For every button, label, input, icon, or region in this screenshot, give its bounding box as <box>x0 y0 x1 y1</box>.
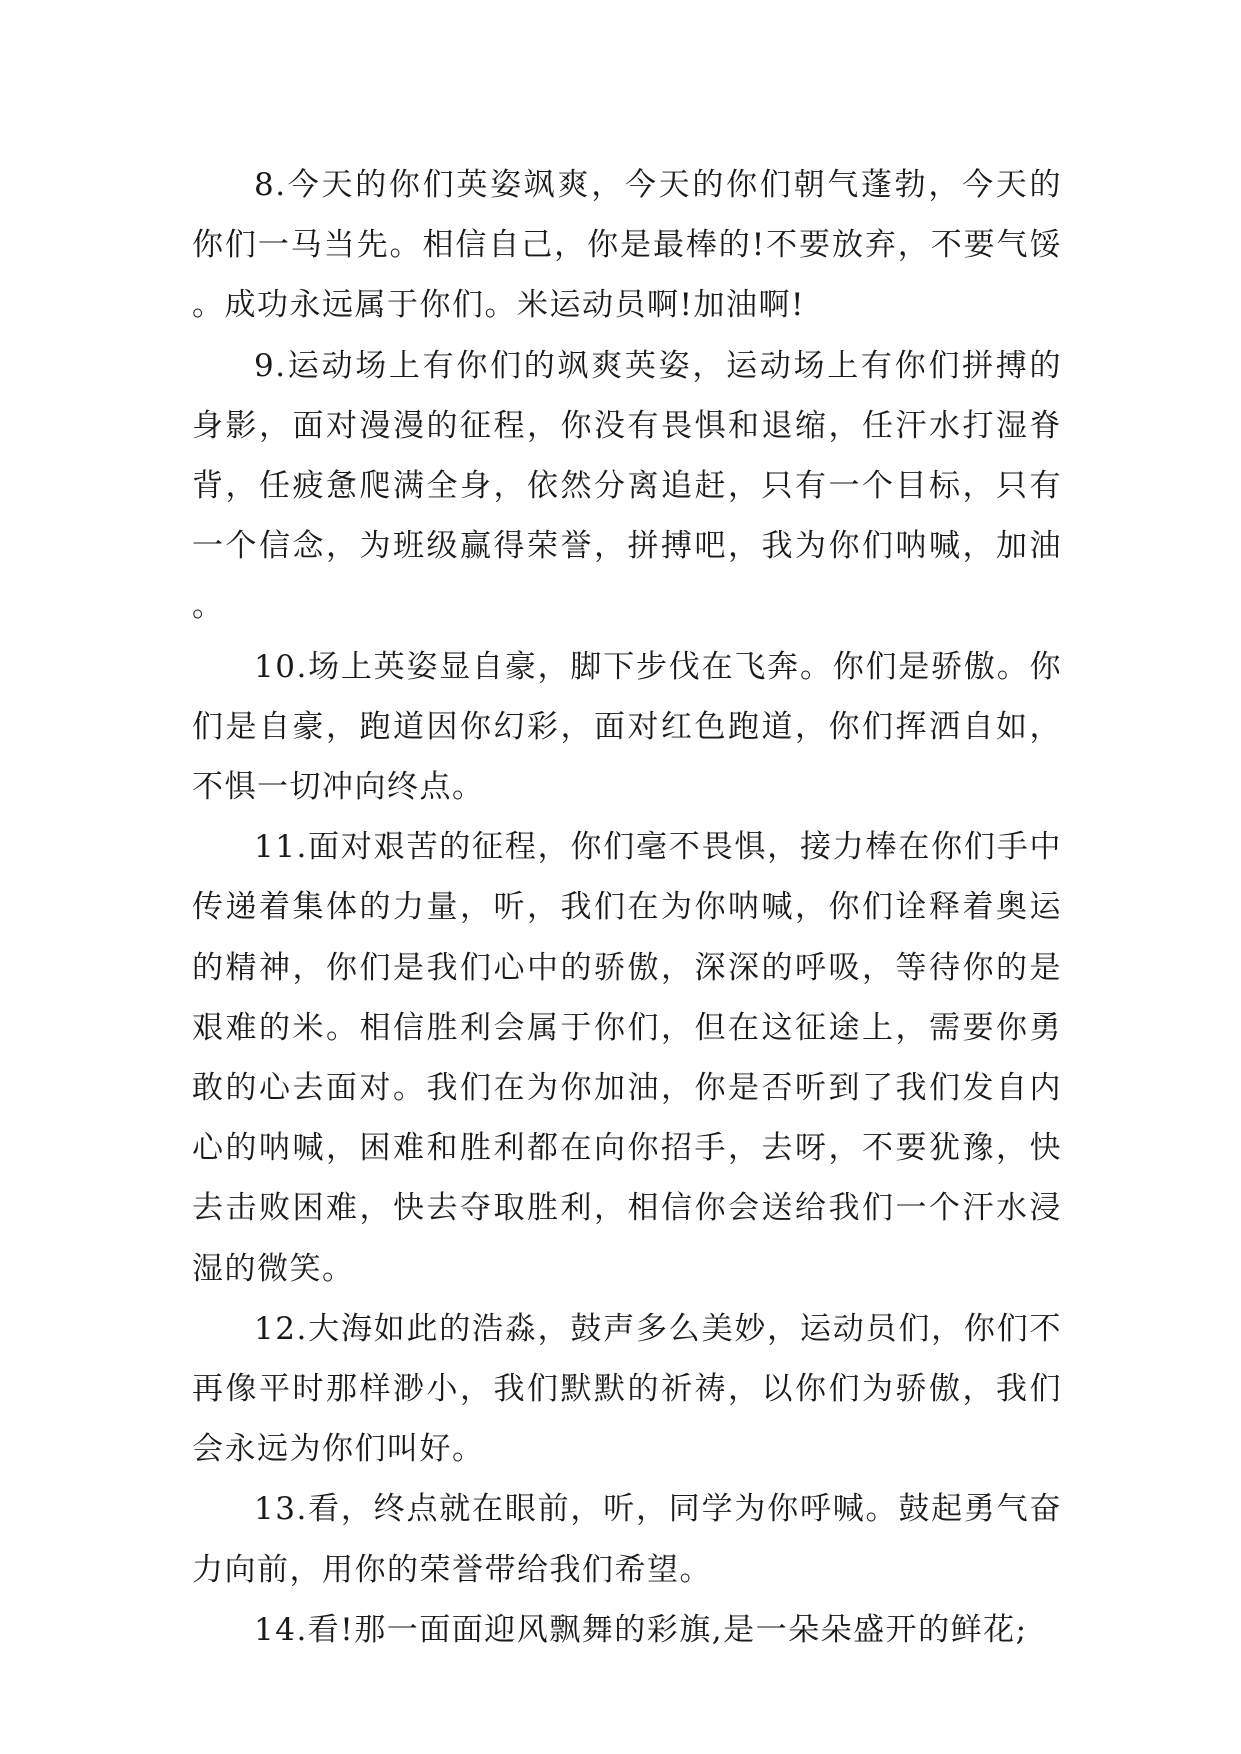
paragraph-11: 11.面对艰苦的征程，你们毫不畏惧，接力棒在你们手中传递着集体的力量，听，我们在为你呐喊，你们诠释着奥运的精神，你们是我们心中的骄傲，深深的呼吸，等待你的是艰难的米。相信胜利会属于你们，但在这征途上，需要你勇敢的心去面对。我们在为你加油，你是否听到了我们发自内心的呐喊，困难和胜利都在向你招手，去呀，不要犹豫，快去击败困难，快去夺取胜利，相信你会送给我们一个汗水浸湿的微笑。 <box>192 829 1062 1287</box>
paragraph-9: 9.运动场上有你们的飒爽英姿，运动场上有你们拼搏的身影，面对漫漫的征程，你没有畏惧和退缩，任汗水打湿脊背，任疲惫爬满全身，依然分离追赶，只有一个目标，只有一个信念，为班级赢得荣誉，拼搏吧，我为你们呐喊，加油。 <box>192 347 1062 625</box>
paragraph-12: 12.大海如此的浩淼，鼓声多么美妙，运动员们，你们不再像平时那样渺小，我们默默的祈祷，以你们为骄傲，我们会永远为你们叫好。 <box>192 1310 1062 1468</box>
paragraph-13: 13.看，终点就在眼前，听，同学为你呼喊。鼓起勇气奋力向前，用你的荣誉带给我们希望。 <box>192 1491 1062 1588</box>
paragraph-10: 10.场上英姿显自豪，脚下步伐在飞奔。你们是骄傲。你们是自豪，跑道因你幻彩，面对红色跑道，你们挥洒自如，不惧一切冲向终点。 <box>192 648 1062 806</box>
paragraph-8: 8.今天的你们英姿飒爽，今天的你们朝气蓬勃，今天的你们一马当先。相信自己，你是最棒的!不要放弃，不要气馁。成功永远属于你们。米运动员啊!加油啊! <box>192 167 1062 324</box>
document-body <box>192 155 1062 1660</box>
paragraph-14: 14.看!那一面面迎风飘舞的彩旗,是一朵朵盛开的鲜花; <box>254 1611 1028 1648</box>
